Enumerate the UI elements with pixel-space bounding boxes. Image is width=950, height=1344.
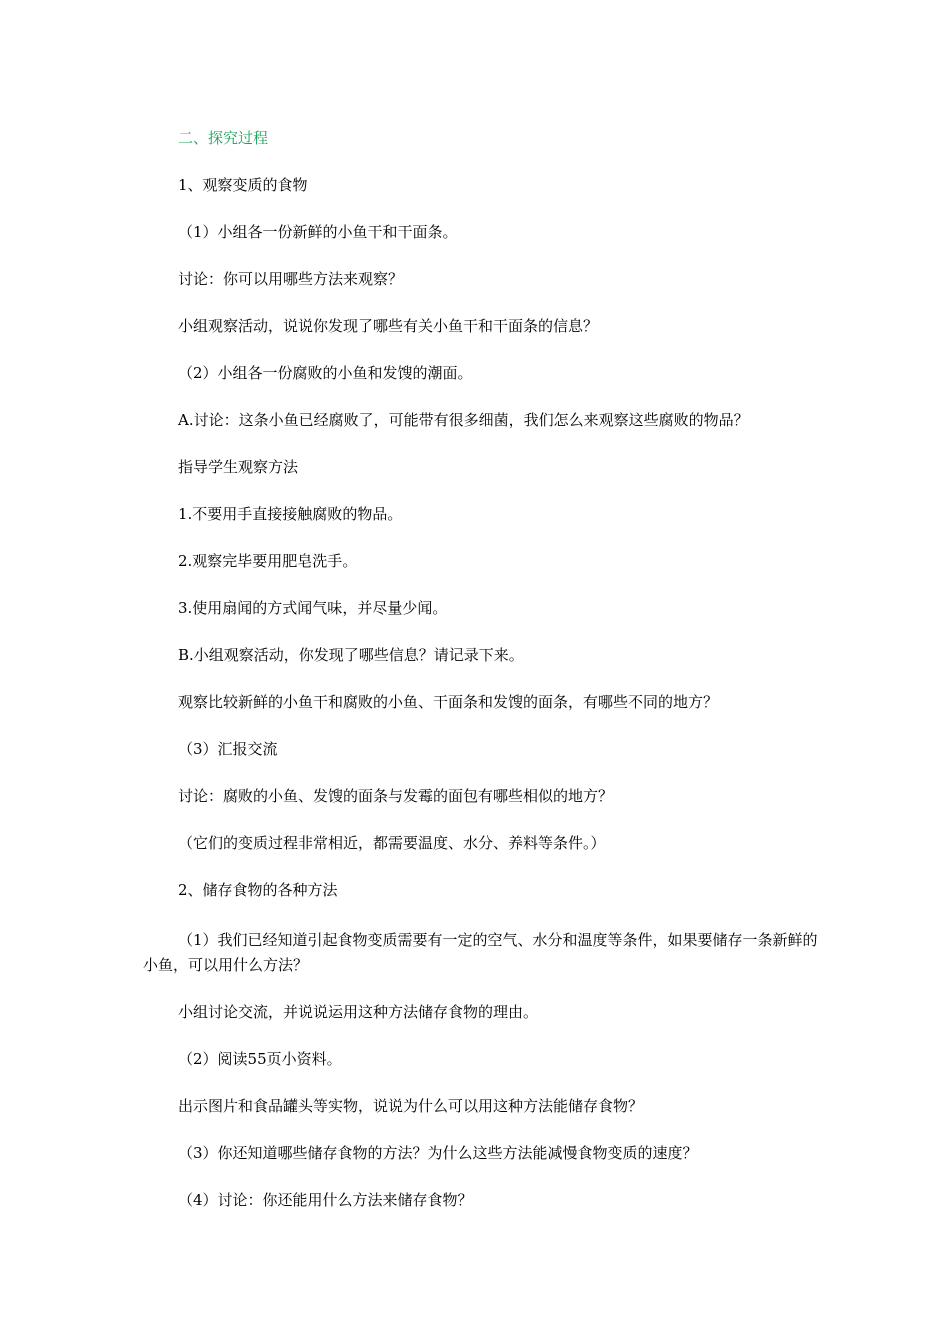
- paragraph-step-2: （2）小组各一份腐败的小鱼和发馊的潮面。: [178, 364, 473, 382]
- paragraph-guidance: 指导学生观察方法: [178, 458, 299, 476]
- paragraph-step-1: （1）小组各一份新鲜的小鱼干和干面条。: [178, 223, 458, 241]
- paragraph-discussion-a: A.讨论：这条小鱼已经腐败了，可能带有很多细菌，我们怎么来观察这些腐败的物品？: [178, 411, 749, 429]
- paragraph-discussion-1: 讨论：你可以用哪些方法来观察？: [178, 270, 404, 288]
- paragraph-rule-2: 2.观察完毕要用肥皂洗手。: [178, 552, 358, 570]
- paragraph-note: （它们的变质过程非常相近，都需要温度、水分、养料等条件。）: [178, 834, 606, 852]
- paragraph-rule-3: 3.使用扇闻的方式闻气味，并尽量少闻。: [178, 599, 448, 617]
- paragraph-group-discussion: 小组讨论交流，并说说运用这种方法储存食物的理由。: [178, 1003, 539, 1021]
- paragraph-discussion-2: 讨论：腐败的小鱼、发馊的面条与发霉的面包有哪些相似的地方？: [178, 787, 614, 805]
- paragraph-group-activity-1: 小组观察活动，说说你发现了哪些有关小鱼干和干面条的信息？: [178, 317, 599, 335]
- paragraph-storage-step-2: （2）阅读55页小资料。: [178, 1050, 342, 1068]
- paragraph-storage-title: 2、储存食物的各种方法: [178, 881, 338, 899]
- paragraph-rule-1: 1.不要用手直接接触腐败的物品。: [178, 505, 403, 523]
- paragraph-storage-step-1: （1）我们已经知道引起食物变质需要有一定的空气、水分和温度等条件，如果要储存一条新鲜的小鱼，可以用什么方法？: [143, 931, 818, 974]
- paragraph-group-activity-b: B.小组观察活动，你发现了哪些信息？请记录下来。: [178, 646, 524, 664]
- paragraph-storage-step-4: （4）讨论：你还能用什么方法来储存食物？: [178, 1191, 473, 1209]
- paragraph-compare: 观察比较新鲜的小鱼干和腐败的小鱼、干面条和发馊的面条，有哪些不同的地方？: [178, 693, 719, 711]
- paragraph-observe-title: 1、观察变质的食物: [178, 176, 308, 194]
- paragraph-show-items: 出示图片和食品罐头等实物，说说为什么可以用这种方法能储存食物？: [178, 1097, 644, 1115]
- section-heading: 二、探究过程: [178, 129, 269, 147]
- paragraph-step-3: （3）汇报交流: [178, 740, 278, 758]
- paragraph-storage-step-3: （3）你还知道哪些储存食物的方法？为什么这些方法能减慢食物变质的速度？: [178, 1144, 698, 1162]
